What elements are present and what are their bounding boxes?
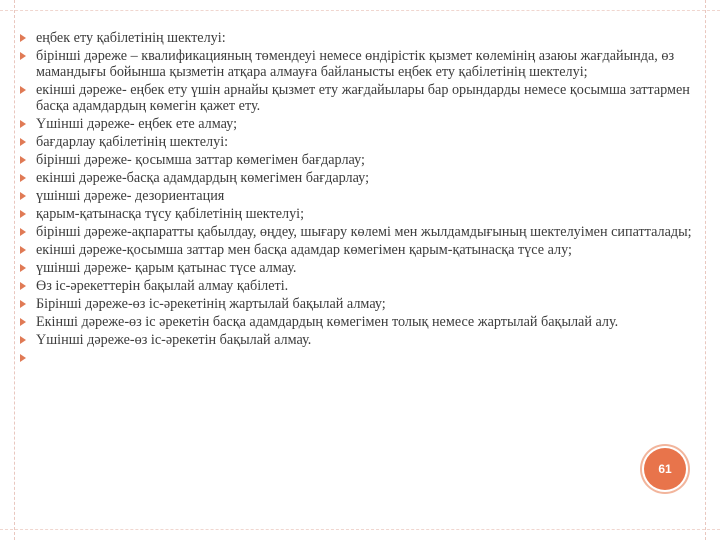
triangle-bullet-icon <box>20 138 26 146</box>
triangle-bullet-icon <box>20 52 26 60</box>
triangle-bullet-icon <box>20 86 26 94</box>
triangle-bullet-icon <box>20 120 26 128</box>
list-item <box>20 82 692 114</box>
triangle-bullet-icon <box>20 210 26 218</box>
list-item-text: бірінші дәреже-ақпаратты қабылдау, өңдеу, шығару көлемі мен жылдамдығының шектелуімен сипатталады; <box>36 224 692 240</box>
top-decorative-border <box>0 0 720 11</box>
triangle-bullet-icon <box>20 336 26 344</box>
triangle-bullet-icon <box>20 264 26 272</box>
list-item-text: қарым-қатынасқа түсу қабілетінің шектелуі; <box>36 206 305 222</box>
triangle-bullet-icon <box>20 192 26 200</box>
list-item <box>20 224 692 240</box>
list-item <box>20 242 692 258</box>
list-item-text: екінші дәреже-қосымша заттар мен басқа адамдар көмегімен қарым-қатынасқа түсе алу; <box>36 242 572 258</box>
list-item-text: үшінші дәреже- дезориентация <box>36 188 225 204</box>
triangle-bullet-icon <box>20 174 26 182</box>
left-decorative-border <box>0 0 15 540</box>
triangle-bullet-icon <box>20 228 26 236</box>
list-item-text: бағдарлау қабілетінің шектелуі: <box>36 134 229 150</box>
triangle-bullet-icon <box>20 318 26 326</box>
list-item <box>20 152 692 168</box>
bullet-list <box>20 30 692 366</box>
page-number-badge <box>644 448 686 490</box>
bottom-decorative-border <box>0 529 720 540</box>
list-item <box>20 170 692 186</box>
list-item-text: екінші дәреже-басқа адамдардың көмегімен бағдарлау; <box>36 170 370 186</box>
list-item-text: бірінші дәреже- қосымша заттар көмегімен бағдарлау; <box>36 152 365 168</box>
right-decorative-border <box>705 0 720 540</box>
list-item-text: Екінші дәреже-өз іс әрекетін басқа адамдардың көмегімен толық немесе жартылай бақылай алу. <box>36 314 619 330</box>
list-item <box>20 296 692 312</box>
list-item <box>20 278 692 294</box>
slide-content <box>20 30 692 368</box>
list-item <box>20 314 692 330</box>
list-item-text: Бірінші дәреже-өз іс-әрекетінің жартылай бақылай алмау; <box>36 296 386 312</box>
triangle-bullet-icon <box>20 300 26 308</box>
list-item <box>20 48 692 80</box>
list-item-text: Үшінші дәреже- еңбек ете алмау; <box>36 116 238 132</box>
list-item-text: үшінші дәреже- қарым қатынас түсе алмау. <box>36 260 297 276</box>
triangle-bullet-icon <box>20 156 26 164</box>
list-item <box>20 30 692 46</box>
list-item-text: еңбек ету қабілетінің шектелуі: <box>36 30 226 46</box>
triangle-bullet-icon <box>20 354 26 362</box>
triangle-bullet-icon <box>20 282 26 290</box>
list-item-text: Үшінші дәреже-өз іс-әрекетін бақылай алмау. <box>36 332 312 348</box>
list-item <box>20 134 692 150</box>
page-number: 61 <box>658 462 672 476</box>
list-item-text: Өз іс-әрекеттерін бақылай алмау қабілеті. <box>36 278 289 294</box>
list-item-text: бірінші дәреже – квалификацияның төмендеуі немесе өндірістік қызмет көлемінің азаюы жағдайында, өз мамандығы бойынша қызметін атқара алмауға байланысты еңбек ету қабілетінің шектелуі; <box>36 48 675 80</box>
list-item <box>20 332 692 348</box>
list-item <box>20 188 692 204</box>
list-item <box>20 116 692 132</box>
list-item <box>20 206 692 222</box>
triangle-bullet-icon <box>20 34 26 42</box>
list-item <box>20 260 692 276</box>
list-item <box>20 350 692 366</box>
triangle-bullet-icon <box>20 246 26 254</box>
list-item-text: екінші дәреже- еңбек ету үшін арнайы қызмет ету жағдайылары бар орындарды немесе қосымша заттармен басқа адамдардың көмегін қажет ету. <box>36 82 690 114</box>
